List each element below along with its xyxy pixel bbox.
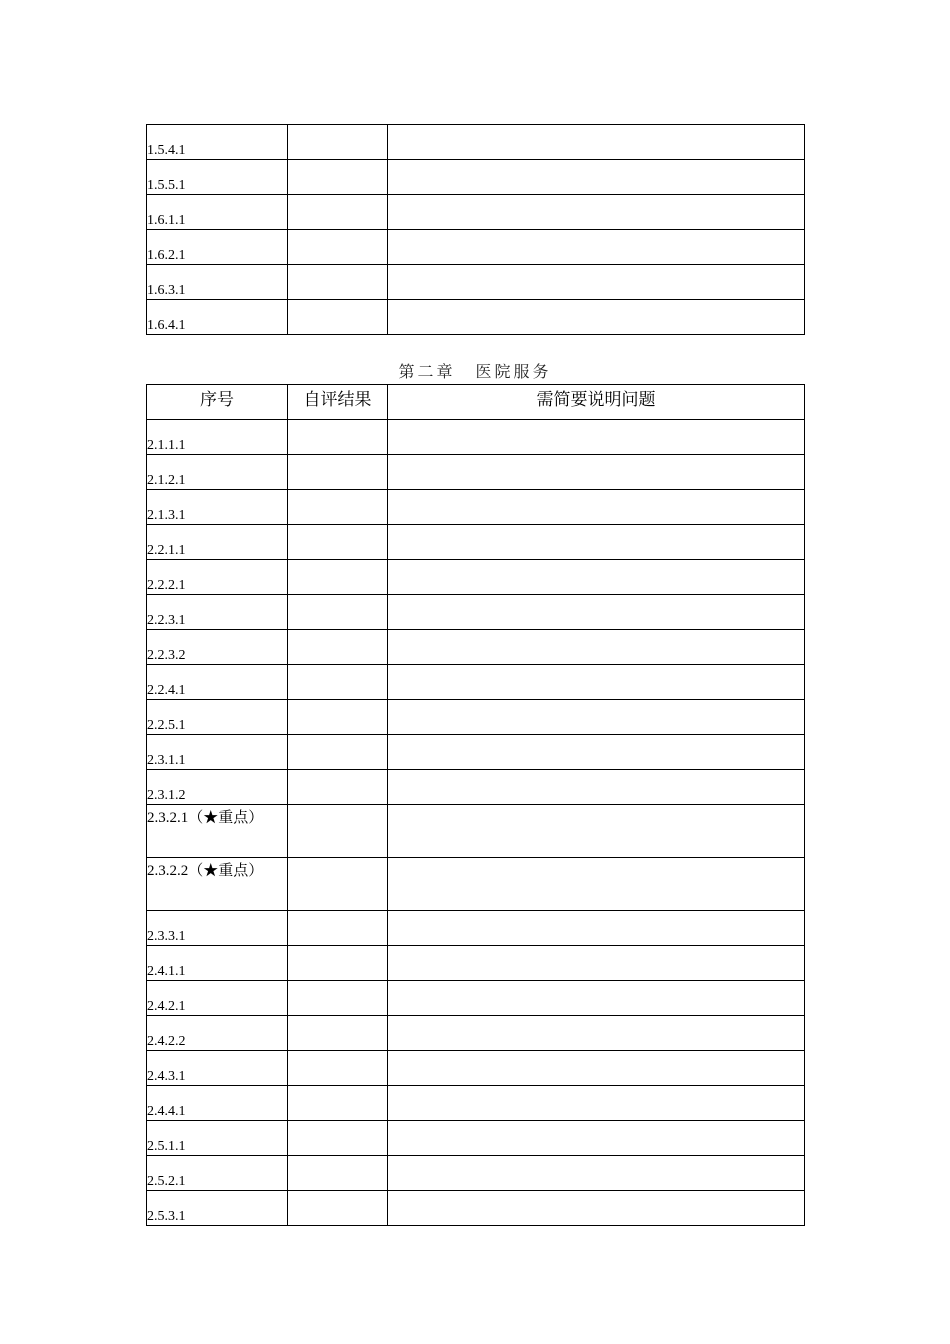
issue-description-cell[interactable] bbox=[388, 1191, 805, 1226]
item-code-cell: 1.6.3.1 bbox=[147, 265, 288, 300]
table-row bbox=[147, 1121, 805, 1156]
self-evaluation-table-chapter2 bbox=[146, 384, 805, 1226]
table-row bbox=[147, 560, 805, 595]
self-evaluation-result-cell[interactable] bbox=[288, 195, 388, 230]
table-row bbox=[147, 420, 805, 455]
issue-description-cell[interactable] bbox=[388, 265, 805, 300]
item-code-cell: 2.1.3.1 bbox=[147, 490, 288, 525]
issue-description-cell[interactable] bbox=[388, 420, 805, 455]
item-code-cell: 2.3.1.1 bbox=[147, 735, 288, 770]
table-row-key-item bbox=[147, 858, 805, 911]
item-code-cell: 2.4.2.2 bbox=[147, 1016, 288, 1051]
self-evaluation-result-cell[interactable] bbox=[288, 1086, 388, 1121]
self-evaluation-result-cell[interactable] bbox=[288, 1016, 388, 1051]
table-row bbox=[147, 911, 805, 946]
table-row bbox=[147, 1051, 805, 1086]
item-code-cell: 2.5.2.1 bbox=[147, 1156, 288, 1191]
issue-description-cell[interactable] bbox=[388, 700, 805, 735]
self-evaluation-result-cell[interactable] bbox=[288, 946, 388, 981]
item-code-cell: 1.6.1.1 bbox=[147, 195, 288, 230]
self-evaluation-result-cell[interactable] bbox=[288, 525, 388, 560]
table-row bbox=[147, 300, 805, 335]
item-code-cell: 1.5.5.1 bbox=[147, 160, 288, 195]
item-code-cell: 2.2.4.1 bbox=[147, 665, 288, 700]
table-row bbox=[147, 770, 805, 805]
column-header-notes: 需简要说明问题 bbox=[388, 385, 805, 420]
self-evaluation-result-cell[interactable] bbox=[288, 700, 388, 735]
issue-description-cell[interactable] bbox=[388, 1156, 805, 1191]
self-evaluation-result-cell[interactable] bbox=[288, 1156, 388, 1191]
table-row bbox=[147, 230, 805, 265]
table-row bbox=[147, 700, 805, 735]
issue-description-cell[interactable] bbox=[388, 911, 805, 946]
issue-description-cell[interactable] bbox=[388, 490, 805, 525]
table-row bbox=[147, 1086, 805, 1121]
issue-description-cell[interactable] bbox=[388, 1051, 805, 1086]
item-code-cell: 2.3.2.2（★重点） bbox=[147, 858, 288, 911]
issue-description-cell[interactable] bbox=[388, 230, 805, 265]
table-body bbox=[147, 420, 805, 1226]
item-code-cell: 2.2.3.1 bbox=[147, 595, 288, 630]
item-code-cell: 2.3.1.2 bbox=[147, 770, 288, 805]
issue-description-cell[interactable] bbox=[388, 770, 805, 805]
self-evaluation-result-cell[interactable] bbox=[288, 560, 388, 595]
issue-description-cell[interactable] bbox=[388, 595, 805, 630]
issue-description-cell[interactable] bbox=[388, 858, 805, 911]
table-row bbox=[147, 981, 805, 1016]
self-evaluation-result-cell[interactable] bbox=[288, 160, 388, 195]
item-code-cell: 1.5.4.1 bbox=[147, 125, 288, 160]
issue-description-cell[interactable] bbox=[388, 160, 805, 195]
self-evaluation-result-cell[interactable] bbox=[288, 770, 388, 805]
issue-description-cell[interactable] bbox=[388, 125, 805, 160]
self-evaluation-result-cell[interactable] bbox=[288, 1051, 388, 1086]
item-code-cell: 2.3.2.1（★重点） bbox=[147, 805, 288, 858]
item-code-cell: 2.2.5.1 bbox=[147, 700, 288, 735]
table-row bbox=[147, 1016, 805, 1051]
issue-description-cell[interactable] bbox=[388, 1121, 805, 1156]
table-row bbox=[147, 630, 805, 665]
self-evaluation-result-cell[interactable] bbox=[288, 125, 388, 160]
issue-description-cell[interactable] bbox=[388, 946, 805, 981]
item-code-cell: 1.6.2.1 bbox=[147, 230, 288, 265]
header-row bbox=[147, 385, 805, 420]
self-evaluation-result-cell[interactable] bbox=[288, 805, 388, 858]
item-code-cell: 2.2.2.1 bbox=[147, 560, 288, 595]
table-row bbox=[147, 160, 805, 195]
self-evaluation-result-cell[interactable] bbox=[288, 595, 388, 630]
table-row bbox=[147, 1156, 805, 1191]
table-row bbox=[147, 455, 805, 490]
issue-description-cell[interactable] bbox=[388, 455, 805, 490]
issue-description-cell[interactable] bbox=[388, 981, 805, 1016]
column-header-result: 自评结果 bbox=[288, 385, 388, 420]
self-evaluation-result-cell[interactable] bbox=[288, 455, 388, 490]
table-row bbox=[147, 525, 805, 560]
self-evaluation-result-cell[interactable] bbox=[288, 265, 388, 300]
self-evaluation-table-chapter1-continued bbox=[146, 124, 805, 335]
table-header bbox=[147, 385, 805, 420]
issue-description-cell[interactable] bbox=[388, 630, 805, 665]
issue-description-cell[interactable] bbox=[388, 1086, 805, 1121]
table-row bbox=[147, 665, 805, 700]
issue-description-cell[interactable] bbox=[388, 665, 805, 700]
table-row bbox=[147, 1191, 805, 1226]
self-evaluation-result-cell[interactable] bbox=[288, 1191, 388, 1226]
self-evaluation-result-cell[interactable] bbox=[288, 735, 388, 770]
item-code-cell: 2.1.1.1 bbox=[147, 420, 288, 455]
item-code-cell: 2.5.3.1 bbox=[147, 1191, 288, 1226]
self-evaluation-result-cell[interactable] bbox=[288, 230, 388, 265]
table-row bbox=[147, 490, 805, 525]
table-row bbox=[147, 946, 805, 981]
issue-description-cell[interactable] bbox=[388, 300, 805, 335]
table-row bbox=[147, 735, 805, 770]
column-header-code: 序号 bbox=[147, 385, 288, 420]
self-evaluation-result-cell[interactable] bbox=[288, 420, 388, 455]
self-evaluation-result-cell[interactable] bbox=[288, 858, 388, 911]
item-code-cell: 2.3.3.1 bbox=[147, 911, 288, 946]
self-evaluation-result-cell[interactable] bbox=[288, 300, 388, 335]
self-evaluation-result-cell[interactable] bbox=[288, 490, 388, 525]
item-code-cell: 2.2.1.1 bbox=[147, 525, 288, 560]
self-evaluation-result-cell[interactable] bbox=[288, 981, 388, 1016]
chapter-name: 医院服务 bbox=[475, 362, 552, 381]
table-row bbox=[147, 265, 805, 300]
item-code-cell: 1.6.4.1 bbox=[147, 300, 288, 335]
item-code-cell: 2.1.2.1 bbox=[147, 455, 288, 490]
table-row bbox=[147, 125, 805, 160]
self-evaluation-result-cell[interactable] bbox=[288, 911, 388, 946]
self-evaluation-result-cell[interactable] bbox=[288, 665, 388, 700]
self-evaluation-result-cell[interactable] bbox=[288, 630, 388, 665]
table-body bbox=[147, 125, 805, 335]
issue-description-cell[interactable] bbox=[388, 805, 805, 858]
issue-description-cell[interactable] bbox=[388, 560, 805, 595]
issue-description-cell[interactable] bbox=[388, 525, 805, 560]
item-code-cell: 2.5.1.1 bbox=[147, 1121, 288, 1156]
table-row-key-item bbox=[147, 805, 805, 858]
issue-description-cell[interactable] bbox=[388, 1016, 805, 1051]
item-code-cell: 2.4.2.1 bbox=[147, 981, 288, 1016]
chapter-heading bbox=[146, 362, 804, 382]
chapter-number: 第二章 bbox=[398, 362, 456, 381]
issue-description-cell[interactable] bbox=[388, 735, 805, 770]
table-row bbox=[147, 195, 805, 230]
item-code-cell: 2.4.4.1 bbox=[147, 1086, 288, 1121]
table-row bbox=[147, 595, 805, 630]
item-code-cell: 2.4.1.1 bbox=[147, 946, 288, 981]
item-code-cell: 2.2.3.2 bbox=[147, 630, 288, 665]
item-code-cell: 2.4.3.1 bbox=[147, 1051, 288, 1086]
self-evaluation-result-cell[interactable] bbox=[288, 1121, 388, 1156]
issue-description-cell[interactable] bbox=[388, 195, 805, 230]
